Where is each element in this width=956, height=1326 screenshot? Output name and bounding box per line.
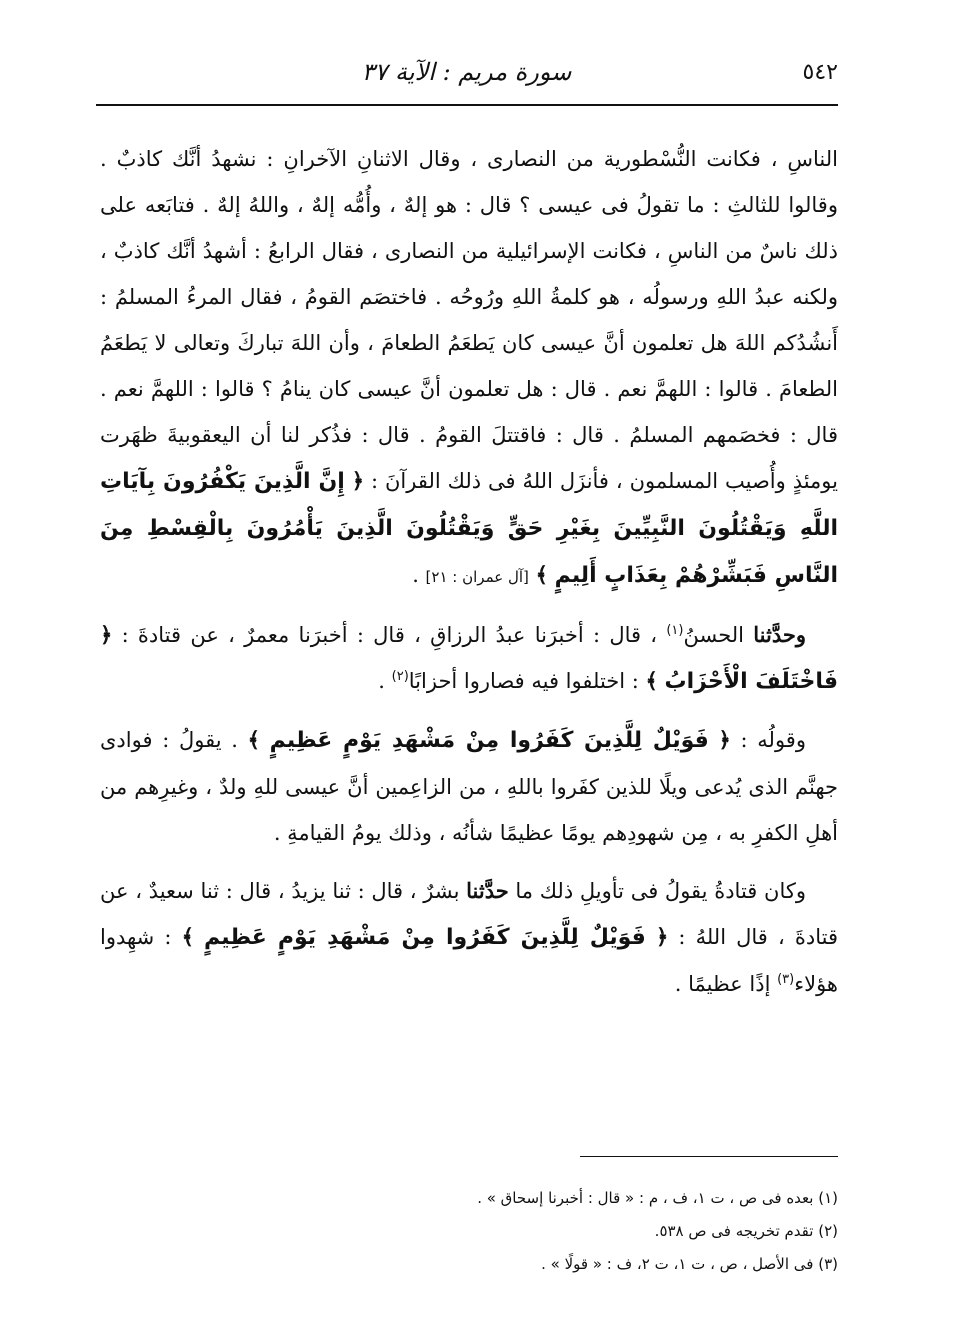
paragraph-4 (100, 868, 838, 1007)
quran-bracket-open: ﴿ (351, 469, 365, 493)
paragraph-3-text-a: وقولُه : (730, 728, 806, 752)
paragraph-4-text-c: : شهِدوا هؤلاء (100, 925, 838, 996)
paragraph-2 (100, 612, 838, 705)
running-title: سورة مريم : الآية ٣٧ (361, 58, 572, 86)
quran-verse: فَوَيْلٌ لِلَّذِينَ كَفَرُوا مِنْ مَشْهَدِ يَوْمٍ عَظِيمٍ (204, 925, 646, 950)
paragraph-2-text-b: ، قال : أخبرَنا عبدُ الرزاقِ ، قال : أخبرَنا معمرٌ ، عن قتادةَ : (112, 623, 667, 647)
paragraph-1 (100, 136, 838, 600)
paragraph-4-text-b: بشرٌ ، قال : ثنا يزيدُ ، قال : ثنا سعيدٌ ، عن قتادةَ ، قال اللهُ : (100, 879, 838, 949)
quran-bracket-open: ﴿ (718, 728, 731, 752)
footnote-marker-1: (١) (666, 623, 684, 638)
paragraph-4-text-a: وكان قتادةُ يقولُ فى تأويلِ ذلك ما (508, 879, 806, 903)
page-number: ٥٤٢ (802, 60, 838, 85)
paragraph-1-end: . (412, 563, 426, 587)
paragraph-2-text-a: الحسنُ (683, 623, 754, 647)
footnote-rule (580, 1156, 838, 1157)
quran-bracket-close: ﴾ (645, 669, 658, 693)
verse-reference: [آل عمران : ٢١] (425, 568, 529, 586)
paragraph-4-text-d: إذًا عظيمًا . (674, 972, 778, 996)
footnotes (100, 1182, 838, 1281)
footnote-1: (١) بعده فى ص ، ت ١، ف ، م : « قال : أخبرنا إسحاق » . (477, 1189, 838, 1207)
quran-bracket-close: ﴾ (181, 925, 194, 949)
paragraph-2-end: . (378, 669, 392, 693)
paragraph-1-text: الناسِ ، فكانت النُّسْطورية من النصارى ، وقال الاثنانِ الآخرانِ : نشهدُ أنَّك كاذبٌ . وقالوا للثالثِ : ما تقولُ فى عيسى ؟ قال : هو إلهٌ ، وأُمُّه إلهٌ ، واللهُ إلهٌ . فتابَعه على ذلك ناسٌ من الناسِ ، فكانت الإسرائيلية من النصارى ، فقال الرابعُ : أشهدُ أنَّك كاذبٌ ، ولكنه عبدُ اللهِ ورسولُه ، هو كلمةُ اللهِ ورُوحُه . فاختصَم القومُ ، فقال المرءُ المسلمُ : أَنشُدُكم اللهَ هل تعلمون أنَّ عيسى كان يَطعَمُ الطعامَ ، وأن اللهَ تباركَ وتعالى لا يَطعَمُ الطعامَ . قالوا : اللهمَّ نعم . قال : هل تعلمون أنَّ عيسى كان ينامُ ؟ قالوا : اللهمَّ نعم . قال : فخصَمهم المسلمُ . قال : فاقتتلَ القومُ . قال : فذُكر لنا أن اليعقوبيةَ ظهَرت يومئذٍ وأُصيب المسلمون ، فأنزَل اللهُ فى ذلك القرآنَ : (100, 147, 838, 493)
paragraph-3-text-b: . يقولُ : فوادى جهنَّم الذى يُدعى ويلًا للذين كفَروا باللهِ ، من الزاعِمين أنَّ عيسى للهِ ولدٌ ، وغيرِهم من أهلِ الكفرِ به ، مِن شهودِهم يومًا عظيمًا شأنُه ، وذلك يومُ القيامةِ . (100, 728, 838, 845)
paragraph-3 (100, 717, 838, 856)
paragraph-2-text-c: : اختلفوا فيه فصاروا أحزابًا (408, 669, 646, 693)
quran-verse: إِنَّ الَّذِينَ يَكْفُرُونَ بِآيَاتِ اللَّهِ وَيَقْتُلُونَ النَّبِيِّينَ بِغَيْرِ حَقٍّ وَيَقْتُلُونَ الَّذِينَ يَأْمُرُونَ بِالْقِسْطِ مِنَ النَّاسِ فَبَشِّرْهُمْ بِعَذَابٍ أَلِيمٍ (100, 469, 838, 588)
footnote-2: (٢) تقدم تخريجه فى ص ٥٣٨. (654, 1222, 838, 1240)
footnote-marker-3: (٣) (777, 972, 795, 987)
footnote-3: (٣) فى الأصل ، ص ، ت ١، ت ٢، ف : « قولًا » . (541, 1255, 838, 1273)
header-rule (96, 104, 838, 106)
page-header (95, 56, 838, 96)
quran-verse: فَاخْتَلَفَ الْأَحْزَابُ (664, 669, 838, 694)
footnote-marker-2: (٢) (391, 669, 409, 684)
quran-bracket-close: ﴾ (535, 563, 548, 587)
quran-bracket-close: ﴾ (247, 728, 260, 752)
isnad-lead: حدَّثنا (466, 878, 509, 903)
quran-bracket-open: ﴿ (655, 925, 669, 949)
isnad-lead: وحدَّثنا (753, 622, 807, 647)
main-text (100, 136, 838, 1007)
quran-verse: فَوَيْلٌ لِلَّذِينَ كَفَرُوا مِنْ مَشْهَدِ يَوْمٍ عَظِيمٍ (269, 728, 709, 753)
quran-bracket-open: ﴿ (100, 623, 113, 647)
